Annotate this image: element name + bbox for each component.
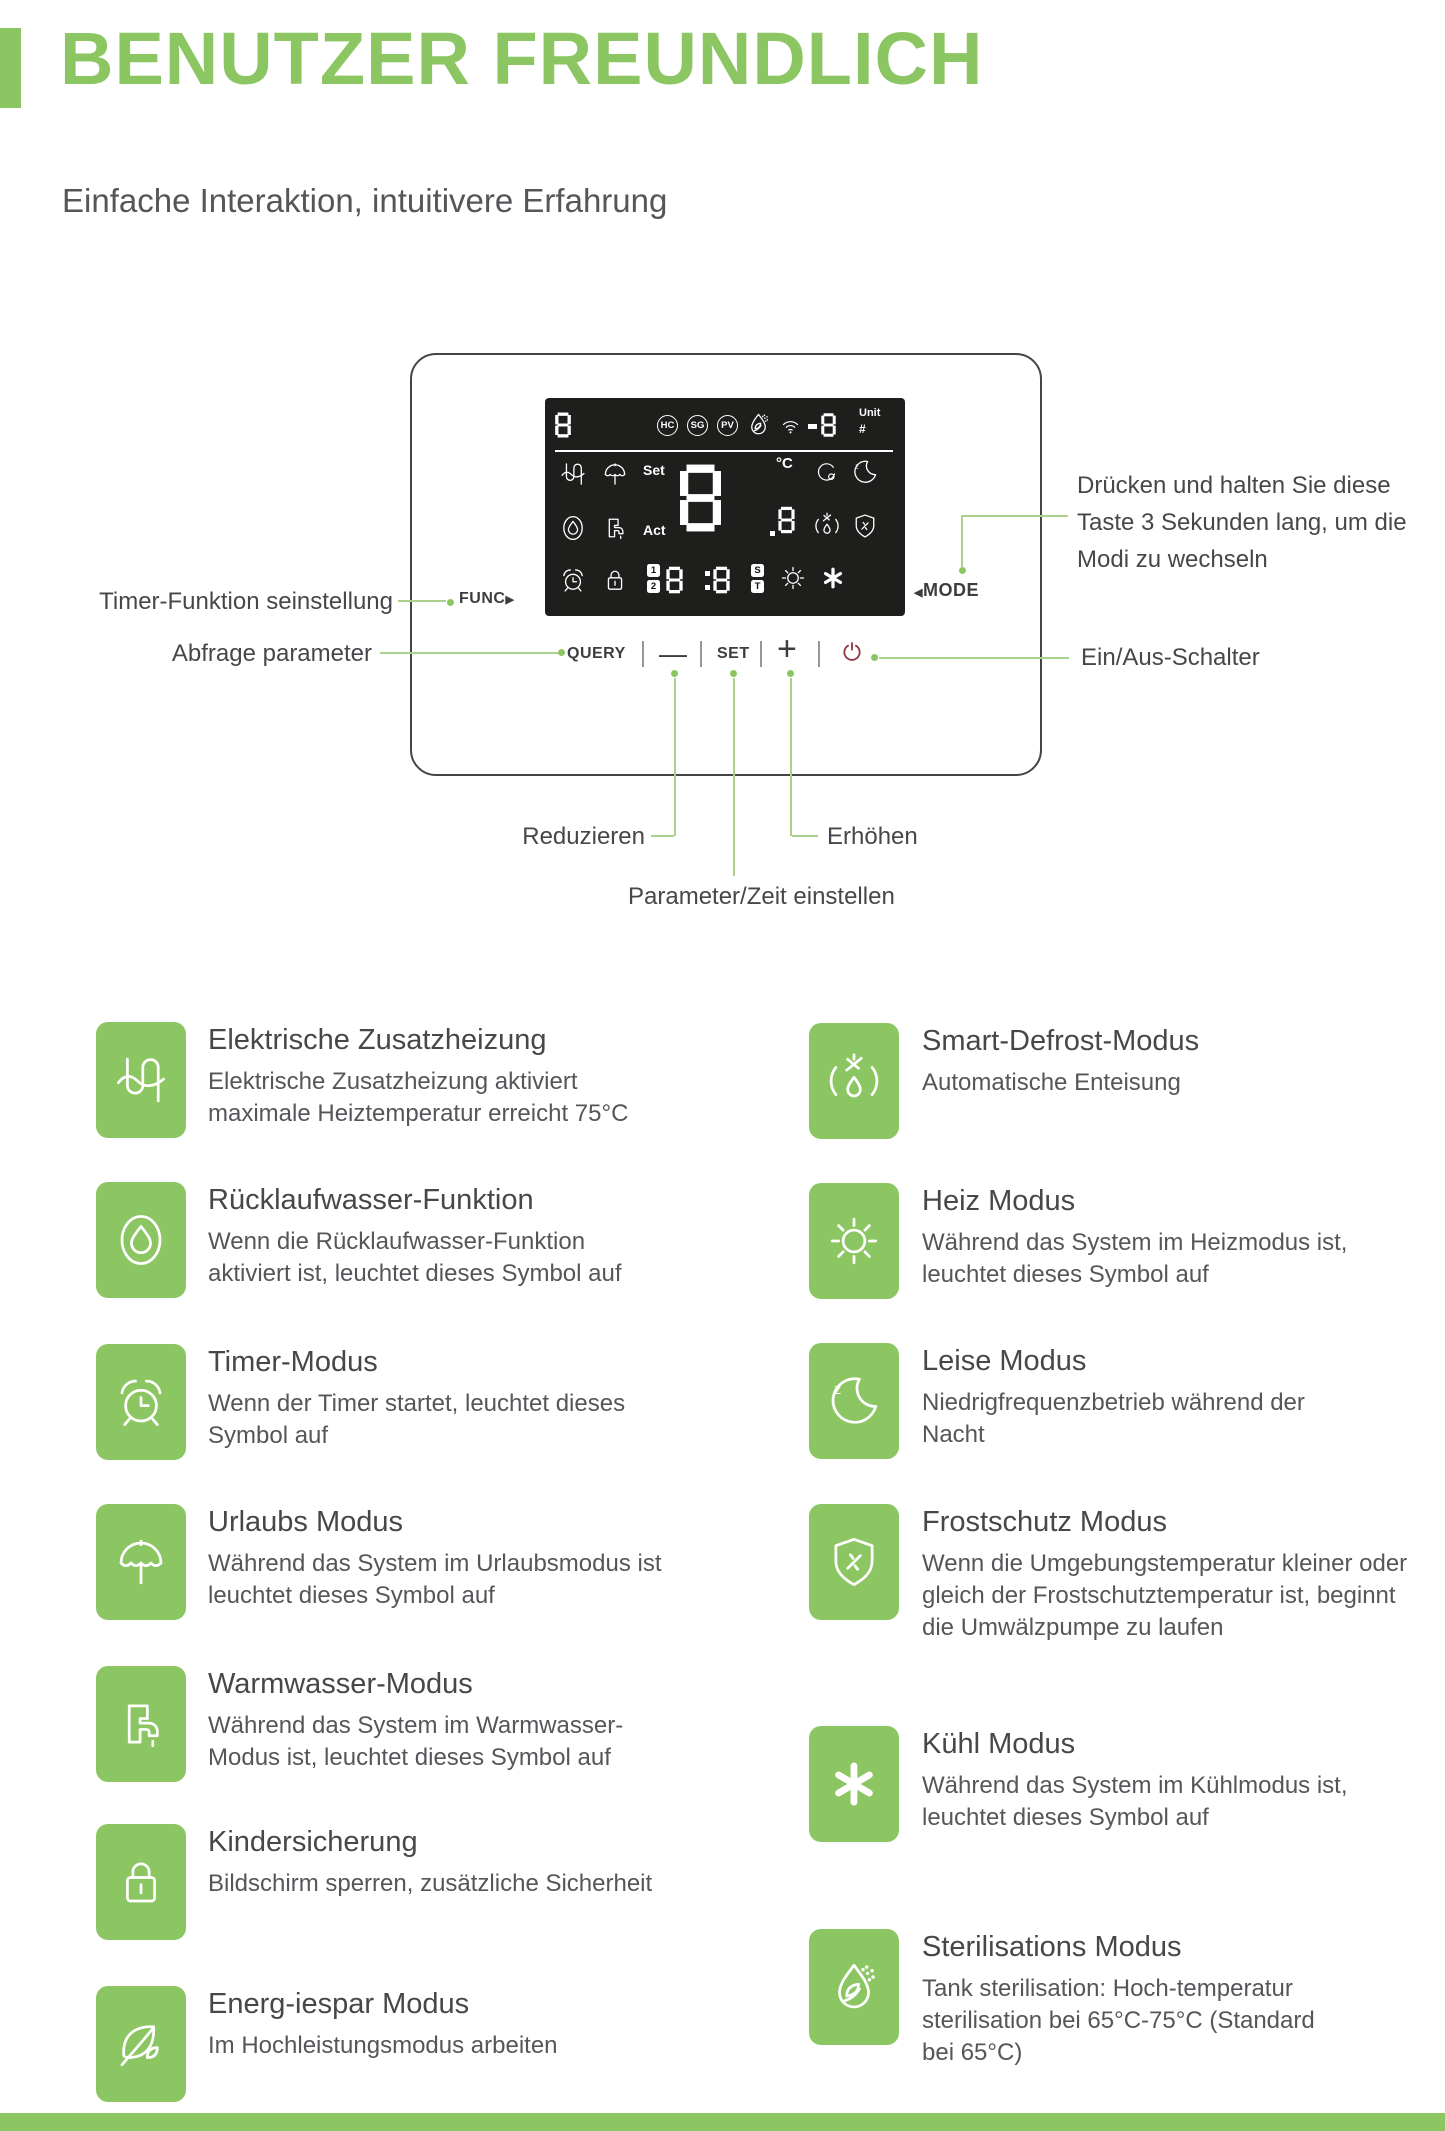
- feature-title: Frostschutz Modus: [922, 1506, 1167, 1538]
- colon-dot-bottom: [705, 585, 710, 590]
- feature-tile: [809, 1183, 899, 1299]
- left-arrow-icon: ◀: [914, 587, 923, 599]
- snowflake-icon: [825, 1755, 883, 1813]
- query-annotation: Abfrage parameter: [171, 640, 372, 667]
- footer-bar: [0, 2113, 1445, 2131]
- feature-tile: [809, 1929, 899, 2045]
- feature-desc: Niedrigfrequenzbetrieb während der Nacht: [922, 1389, 1305, 1448]
- s-box: S: [751, 564, 764, 577]
- func-dot: [447, 599, 454, 606]
- connector-line: [961, 515, 1068, 517]
- feature-tile: [96, 1666, 186, 1782]
- feature-desc: Während das System im Urlaubsmodus ist leuchtet dieses Symbol auf: [208, 1550, 662, 1609]
- feature-desc: Im Hochleistungsmodus arbeiten: [208, 2032, 558, 2059]
- sun-icon: [825, 1212, 883, 1270]
- shield-icon: [851, 512, 879, 540]
- feature-tile: [809, 1504, 899, 1620]
- feature-desc: Automatische Enteisung: [922, 1069, 1181, 1096]
- feature-desc: Bildschirm sperren, zusätzliche Sicherheit: [208, 1870, 653, 1897]
- feature-desc: Wenn der Timer startet, leuchtet dieses Symbol auf: [208, 1390, 626, 1449]
- query-button[interactable]: QUERY: [567, 645, 626, 662]
- feature-title: Timer-Modus: [208, 1346, 378, 1378]
- set-dot: [730, 670, 737, 677]
- func-button[interactable]: FUNC▶: [459, 590, 515, 607]
- query-dot: [558, 649, 565, 656]
- connector-line: [961, 516, 963, 568]
- leaf-icon: [112, 2015, 170, 2073]
- feature-tile: [96, 1504, 186, 1620]
- hc-badge: HC: [657, 415, 678, 436]
- set-button[interactable]: SET: [717, 645, 750, 662]
- connector-line: [790, 678, 792, 836]
- set-label: Set: [643, 462, 665, 478]
- power-annotation: Ein/Aus-Schalter: [1081, 644, 1260, 671]
- eco-icon: [745, 411, 772, 438]
- page-subtitle: Einfache Interaktion, intuitivere Erfahrung: [62, 182, 668, 219]
- feature-desc: Während das System im Warmwasser-Modus ist, leuchtet dieses Symbol auf: [208, 1712, 624, 1771]
- connector-line: [651, 835, 674, 837]
- minus-sign-segment: [808, 424, 817, 429]
- alarm-clock-icon: [559, 566, 587, 594]
- power-button[interactable]: [838, 640, 866, 668]
- shield-icon: [825, 1533, 883, 1591]
- page-title: BENUTZER FREUNDLICH: [60, 17, 984, 100]
- return-water-icon: [559, 514, 587, 542]
- lcd-separator: [555, 450, 893, 452]
- feature-tile: [96, 1022, 186, 1138]
- pv-badge: PV: [717, 415, 738, 436]
- accent-bar: [0, 28, 21, 108]
- connector-line: [733, 678, 735, 876]
- heater-icon: [559, 460, 587, 488]
- feature-tile: [809, 1023, 899, 1139]
- heater-icon: [112, 1051, 170, 1109]
- timer2-box: 2: [647, 580, 660, 593]
- connector-line: [380, 652, 558, 654]
- faucet-icon: [112, 1695, 170, 1753]
- timer1-box: 1: [647, 564, 660, 577]
- decimal-dot: [770, 531, 775, 536]
- umbrella-icon: [601, 460, 629, 488]
- feature-desc: Während das System im Heizmodus ist, leuchtet dieses Symbol auf: [922, 1229, 1348, 1288]
- defrost-icon: [813, 512, 841, 540]
- feature-desc: Tank sterilisation: Hoch-temperatur sterilisation bei 65°C-75°C (Standard bei 65°C): [922, 1975, 1315, 2066]
- feature-title: Sterilisations Modus: [922, 1931, 1182, 1963]
- pump-icon: [813, 460, 839, 486]
- plus-annotation: Erhöhen: [827, 823, 918, 850]
- feature-title: Urlaubs Modus: [208, 1506, 404, 1538]
- right-arrow-icon: ▶: [505, 594, 515, 606]
- alarm-clock-icon: [112, 1373, 170, 1431]
- minus-annotation: Reduzieren: [522, 823, 645, 850]
- lcd-display: [545, 398, 905, 616]
- feature-tile: [96, 1182, 186, 1298]
- feature-title: Warmwasser-Modus: [208, 1668, 473, 1700]
- unit-label: Unit: [859, 407, 881, 419]
- minus-dot: [671, 670, 678, 677]
- connector-line: [398, 600, 446, 602]
- snowflake-icon: [819, 564, 847, 592]
- feature-desc: Wenn die Rücklaufwasser-Funktion aktiviert ist, leuchtet dieses Symbol auf: [208, 1228, 622, 1287]
- feature-title: Leise Modus: [922, 1345, 1087, 1377]
- feature-tile: [809, 1726, 899, 1842]
- moon-icon: [851, 458, 879, 486]
- set-annotation: Parameter/Zeit einstellen: [628, 883, 895, 910]
- lcd-decimal-digit: [778, 504, 795, 536]
- feature-title: Smart-Defrost-Modus: [922, 1025, 1200, 1057]
- power-dot: [871, 654, 878, 661]
- feature-desc: Während das System im Kühlmodus ist, leuchtet dieses Symbol auf: [922, 1772, 1348, 1831]
- connector-line: [674, 678, 676, 836]
- feature-desc: Wenn die Umgebungstemperatur kleiner oder gleich der Frostschutztemperatur ist, beginnt die Umwälzpumpe zu laufen: [922, 1550, 1408, 1641]
- umbrella-icon: [112, 1533, 170, 1591]
- feature-title: Heiz Modus: [922, 1185, 1076, 1217]
- feature-tile: [96, 1986, 186, 2102]
- hash-label: #: [859, 422, 866, 436]
- padlock-icon: [601, 566, 629, 594]
- connector-line: [879, 657, 1069, 659]
- mode-button[interactable]: ◀MODE: [914, 580, 979, 600]
- wifi-icon: [778, 414, 803, 439]
- feature-title: Elektrische Zusatzheizung: [208, 1024, 547, 1056]
- feature-title: Kindersicherung: [208, 1826, 418, 1858]
- feature-title: Rücklaufwasser-Funktion: [208, 1184, 534, 1216]
- button-divider: [642, 641, 644, 667]
- button-divider: [700, 641, 702, 667]
- colon-dot-top: [705, 571, 710, 576]
- minus-button[interactable]: —: [659, 638, 687, 669]
- feature-desc: Elektrische Zusatzheizung aktiviert maximale Heiztemperatur erreicht 75°C: [208, 1068, 629, 1127]
- mode-dot: [959, 567, 966, 574]
- feature-title: Energ-iespar Modus: [208, 1988, 470, 2020]
- feature-title: Kühl Modus: [922, 1728, 1076, 1760]
- t-box: T: [751, 580, 764, 593]
- func-annotation: Timer-Funktion seinstellung: [99, 588, 393, 615]
- plus-dot: [787, 670, 794, 677]
- feature-tile: [96, 1344, 186, 1460]
- padlock-icon: [112, 1853, 170, 1911]
- temp-unit-label: °C: [776, 455, 793, 472]
- connector-line: [792, 835, 818, 837]
- feature-tile: [96, 1824, 186, 1940]
- feature-tile: [809, 1343, 899, 1459]
- return-water-icon: [112, 1211, 170, 1269]
- sg-badge: SG: [687, 415, 708, 436]
- plus-button[interactable]: +: [777, 630, 797, 668]
- button-divider: [760, 641, 762, 667]
- sun-icon: [779, 564, 807, 592]
- mode-annotation: Drücken und halten Sie diese Taste 3 Sekunden lang, um die Modi zu wechseln: [1077, 472, 1407, 573]
- defrost-icon: [825, 1052, 883, 1110]
- moon-icon: [825, 1372, 883, 1430]
- faucet-icon: [601, 514, 629, 542]
- sterilisation-icon: [825, 1958, 883, 2016]
- act-label: Act: [643, 522, 666, 538]
- button-divider: [818, 641, 820, 667]
